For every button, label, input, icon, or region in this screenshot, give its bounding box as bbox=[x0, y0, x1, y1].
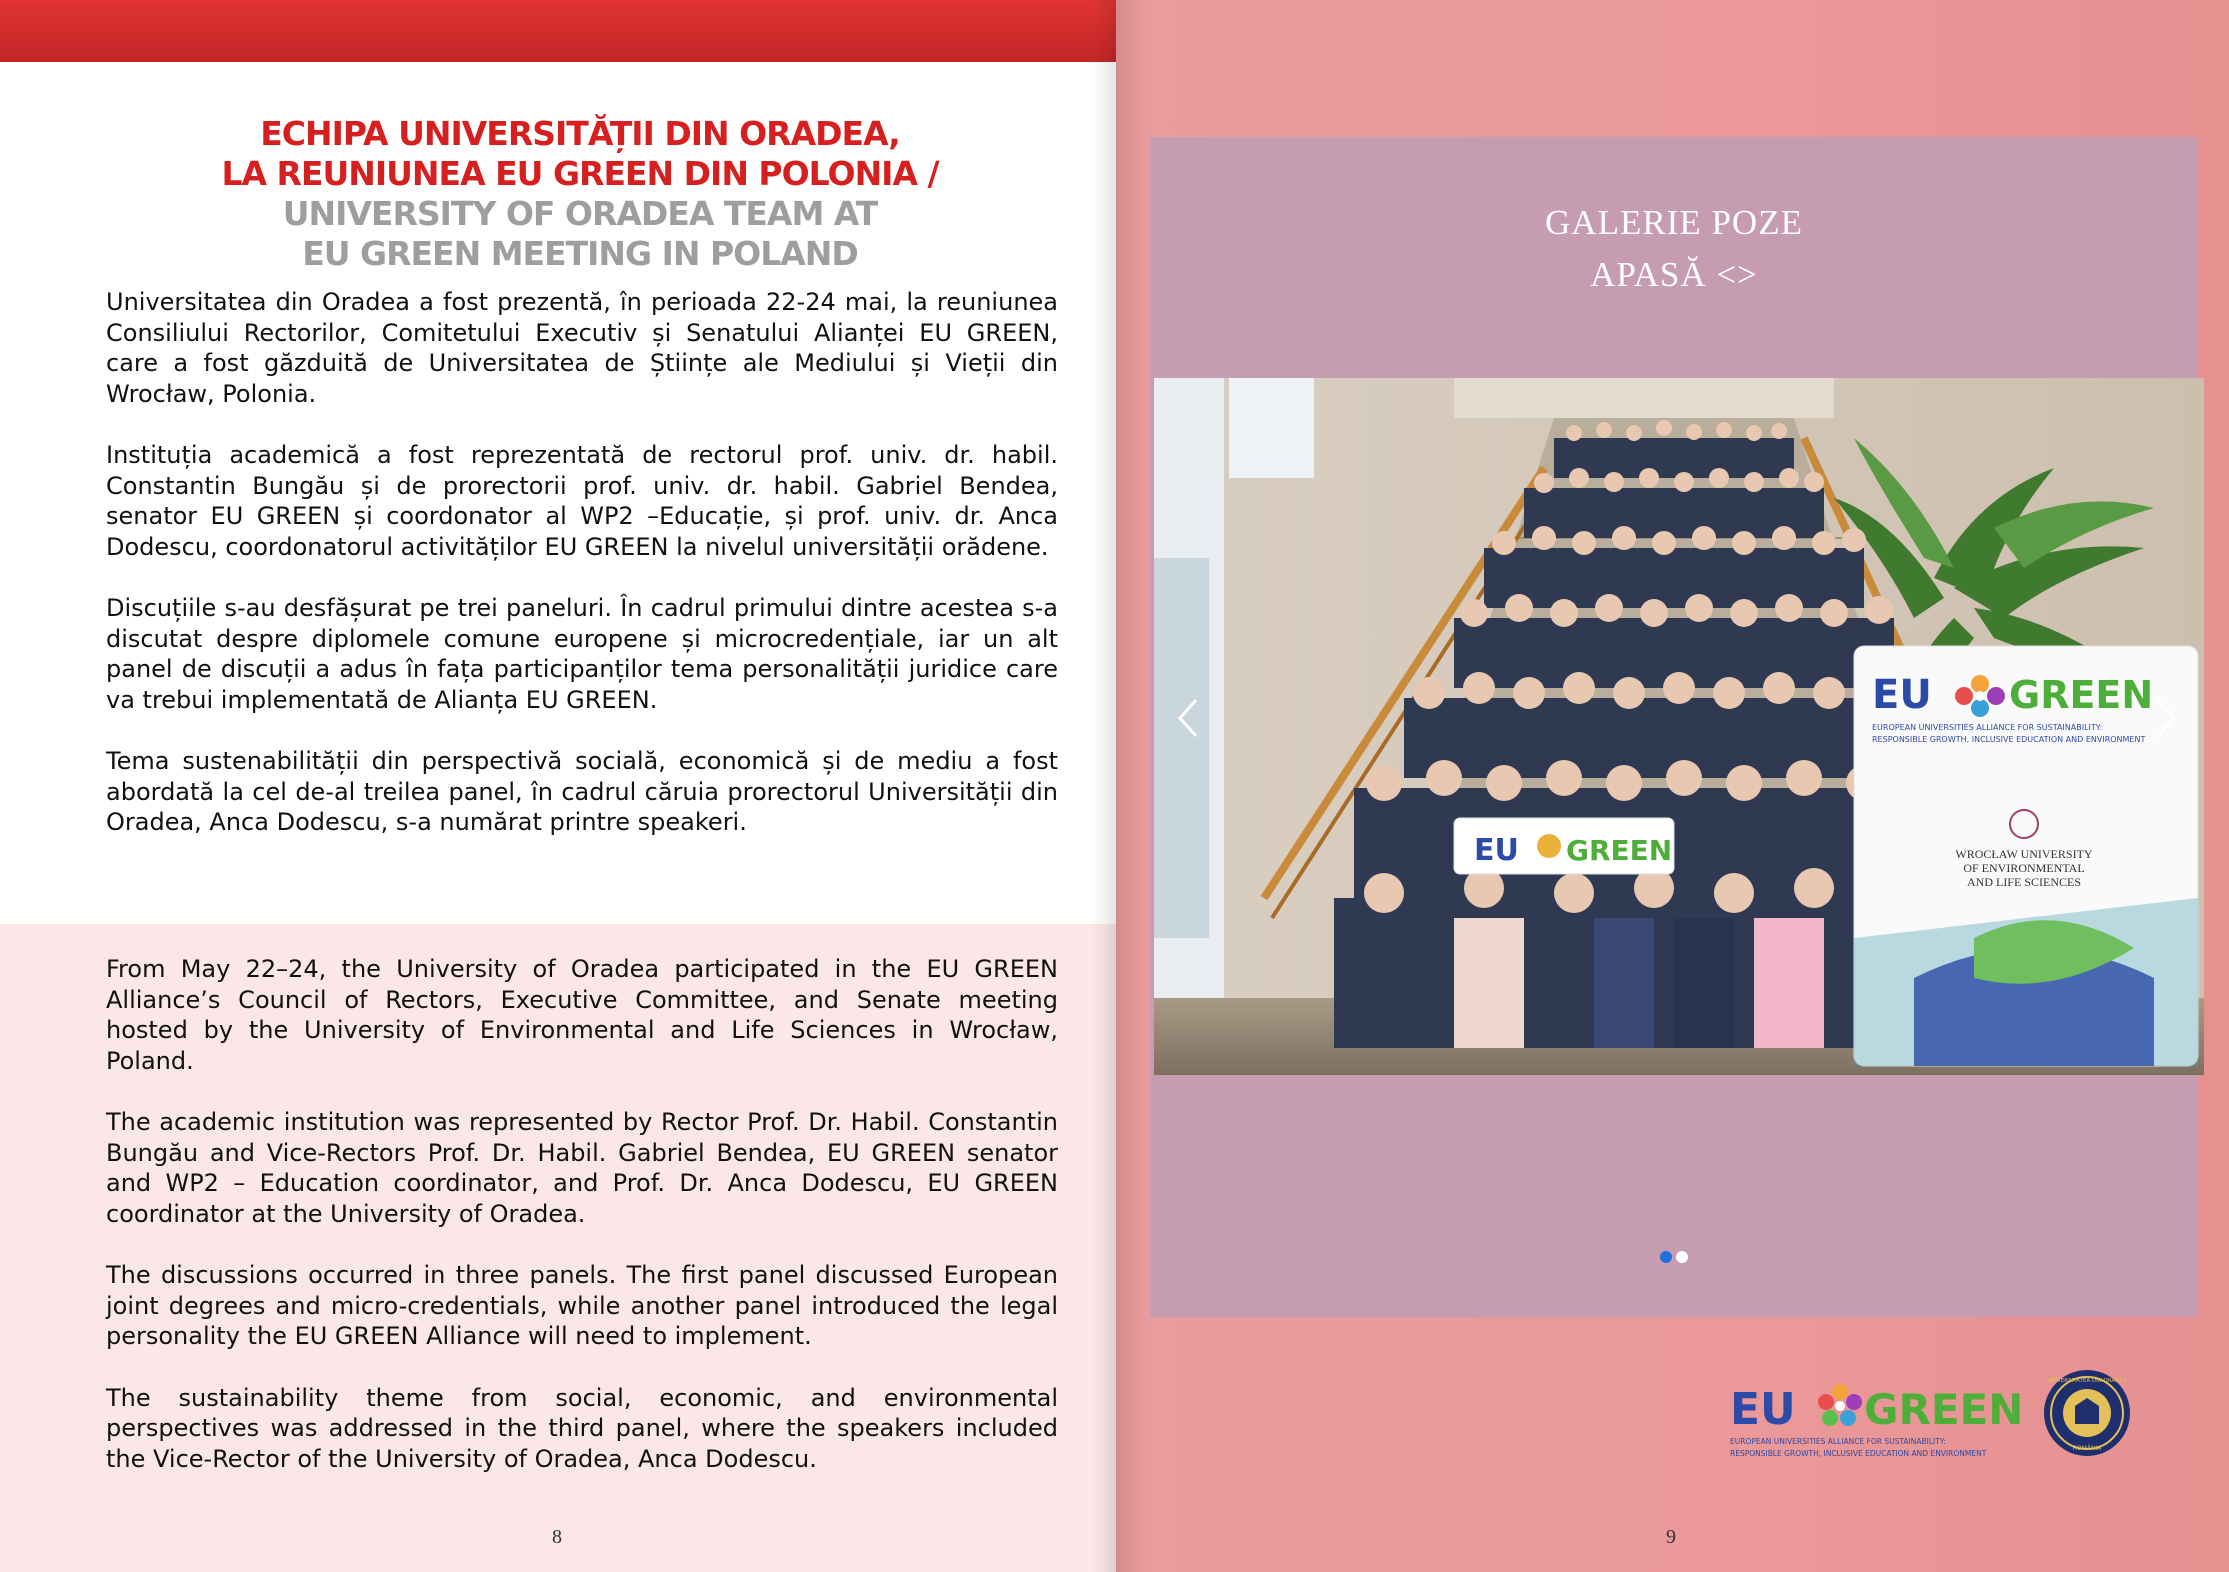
next-slide-button[interactable] bbox=[2146, 688, 2186, 748]
romanian-text bbox=[106, 287, 1058, 869]
right-page bbox=[1116, 0, 2229, 1572]
group-photo bbox=[1154, 378, 2204, 1075]
gallery-title[interactable] bbox=[1150, 197, 2198, 301]
en-paragraph: The sustainability theme from social, economic, and environmental perspectives was addressed in the third panel, where the speakers included the Vice-Rector of the University of Oradea, Anca Dodescu. bbox=[106, 1383, 1058, 1473]
logo-green-text: GREEN bbox=[1864, 1385, 2024, 1434]
chevron-right-icon bbox=[2154, 696, 2178, 740]
chevron-left-icon bbox=[1176, 696, 1200, 740]
banner-subtitle-2: RESPONSIBLE GROWTH, INCLUSIVE EDUCATION AND ENVIRONMENT bbox=[1872, 735, 2146, 744]
ro-paragraph: Instituția academică a fost reprezentată de rectorul prof. univ. dr. habil. Constantin Bungău și de prorectorii prof. univ. dr. habil. Gabriel Bendea, senator EU GREEN și coordonator al WP2 –Educație, și prof. univ. dr. Anca Dodescu, coordonatorul activităților EU GREEN la nivelul universității orădene. bbox=[106, 441, 1058, 561]
title-en-line-2: EU GREEN MEETING IN POLAND bbox=[302, 234, 858, 273]
title-en-line-1: UNIVERSITY OF ORADEA TEAM AT bbox=[282, 194, 878, 233]
banner-eu-text: EU bbox=[1872, 672, 1932, 718]
logo-tagline-2: RESPONSIBLE GROWTH, INCLUSIVE EDUCATION AND ENVIRONMENT bbox=[1730, 1449, 1987, 1458]
en-paragraph: The discussions occurred in three panels. The first panel discussed European joint degrees and micro-credentials, while another panel introduced the legal personality the EU GREEN Alliance will need to implement. bbox=[106, 1261, 1058, 1350]
logo-eu-text: EU bbox=[1730, 1384, 1796, 1435]
banner-green-text: GREEN bbox=[2009, 673, 2154, 717]
seal-text-top: UNIVERSITATEA DIN ORADEA bbox=[2047, 1378, 2127, 1384]
title-ro-line-1: ECHIPA UNIVERSITĂȚII DIN ORADEA, bbox=[260, 114, 900, 153]
gallery-title-line-1: GALERIE POZE bbox=[1545, 203, 1803, 242]
ro-paragraph: Universitatea din Oradea a fost prezentă, în perioada 22-24 mai, la reuniunea Consiliului Rectorilor, Comitetului Executiv și Senatului Alianței EU GREEN, care a fost găzduită de Universitatea de Științe ale Mediului și Vieții din Wrocław, Polonia. bbox=[106, 288, 1058, 408]
banner-subtitle-1: EUROPEAN UNIVERSITIES ALLIANCE FOR SUSTAINABILITY: bbox=[1872, 723, 2103, 732]
slide-indicators bbox=[1150, 1251, 2198, 1263]
gallery-slide-photo[interactable] bbox=[1154, 378, 2204, 1075]
banner-university-3: AND LIFE SCIENCES bbox=[1966, 875, 2082, 889]
en-paragraph: The academic institution was represented by Rector Prof. Dr. Habil. Constantin Bungău and Vice-Rectors Prof. Dr. Habil. Gabriel Bendea, EU GREEN senator and WP2 – Education coordinator, and Prof. Dr. Anca Dodescu, EU GREEN coordinator at the University of Oradea. bbox=[106, 1108, 1058, 1228]
ro-paragraph: Discuțiile s-au desfășurat pe trei paneluri. În cadrul primului dintre acestea s-a discutat despre diplomele comune europene și microcredențiale, iar un alt panel de discuții a adus în fața participanților tema personalității juridice care va trebui implementată de Alianța EU GREEN. bbox=[106, 594, 1058, 714]
english-text bbox=[106, 954, 1058, 1505]
banner-university-2: OF ENVIRONMENTAL bbox=[1963, 861, 2085, 875]
previous-slide-button[interactable] bbox=[1168, 688, 1208, 748]
page-fold-shadow bbox=[1116, 0, 1146, 1572]
en-paragraph: From May 22–24, the University of Oradea participated in the EU GREEN Alliance’s Council of Rectors, Executive Committee, and Senate meeting hosted by the University of Environmental and Life Sciences in Wrocław, Poland. bbox=[106, 955, 1058, 1075]
university-seal-icon bbox=[2042, 1368, 2132, 1458]
top-red-bar bbox=[0, 0, 1116, 62]
ro-paragraph: Tema sustenabilității din perspectivă socială, economică și de mediu a fost abordată la cel de-al treilea panel, în cadrul căruia prorectorul Universității din Oradea, Anca Dodescu, s-a numărat printre speakeri. bbox=[106, 747, 1058, 836]
flower-icon bbox=[1818, 1384, 1862, 1426]
title-ro-line-2: LA REUNIUNEA EU GREEN DIN POLONIA / bbox=[221, 154, 939, 193]
logo-tagline-1: EUROPEAN UNIVERSITIES ALLIANCE FOR SUSTAINABILITY: bbox=[1730, 1437, 1946, 1446]
sign-green-text: GREEN bbox=[1566, 834, 1673, 867]
page-fold-shadow bbox=[1092, 0, 1116, 1572]
sign-eu-text: EU bbox=[1474, 833, 1519, 868]
photo-gallery bbox=[1150, 137, 2198, 1317]
article-title bbox=[140, 114, 1020, 274]
slide-dot-2[interactable] bbox=[1676, 1251, 1688, 1263]
banner-university-1: WROCŁAW UNIVERSITY bbox=[1955, 847, 2093, 861]
slide-dot-1[interactable] bbox=[1660, 1251, 1672, 1263]
gallery-title-line-2: APASĂ <> bbox=[1590, 255, 1758, 294]
page-number-right: 9 bbox=[1666, 1526, 1676, 1548]
seal-text-bottom: ROMÂNIA bbox=[2072, 1445, 2102, 1452]
page-number-left: 8 bbox=[552, 1526, 562, 1548]
